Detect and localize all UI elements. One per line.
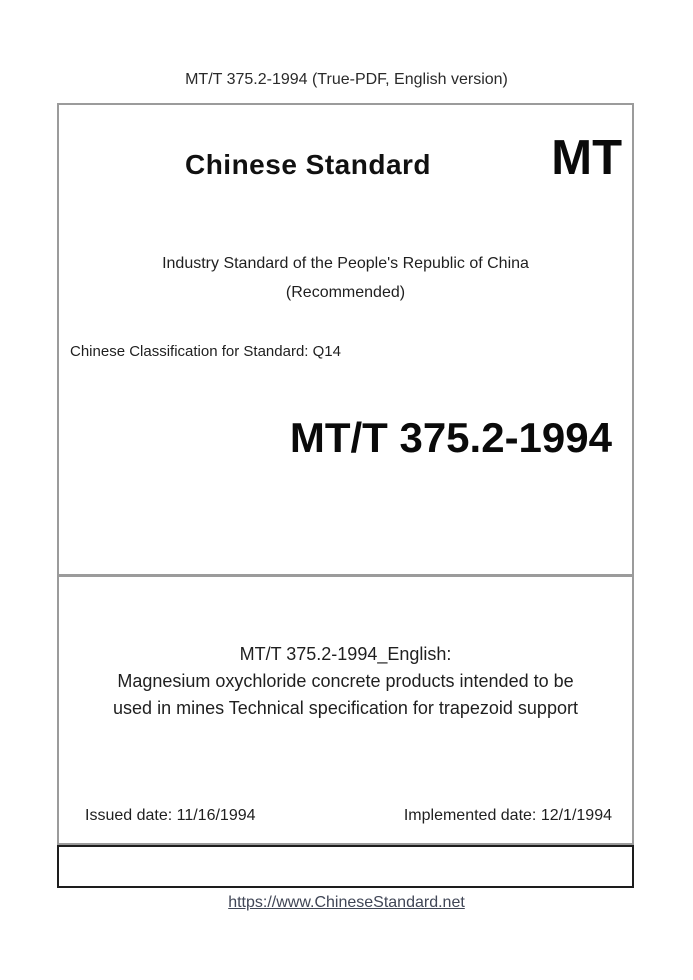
standard-type-line1: Industry Standard of the People's Republic of China: [162, 255, 529, 272]
standard-type-block: [59, 249, 632, 307]
footer: [0, 892, 693, 914]
website-link[interactable]: https://www.ChineseStandard.net: [228, 894, 465, 911]
english-title-line1: Magnesium oxychloride concrete products intended to be: [117, 671, 574, 691]
brand-title: Chinese Standard: [184, 149, 432, 180]
empty-note-box: [57, 845, 634, 888]
dates-row: [59, 805, 632, 827]
classification-code: Chinese Classification for Standard: Q14: [70, 343, 341, 360]
standard-type-line2: (Recommended): [285, 284, 406, 301]
english-title-line2: used in mines Technical specification for trapezoid support: [113, 698, 578, 718]
agency-code-logo: MT: [551, 131, 622, 185]
standard-number: MT/T 375.2-1994: [289, 414, 612, 461]
implemented-date: Implemented date: 12/1/1994: [403, 807, 612, 824]
issued-date: Issued date: 11/16/1994: [85, 807, 256, 824]
cover-main-box: [57, 103, 634, 845]
english-title-block: [59, 641, 632, 722]
english-title-label: MT/T 375.2-1994_English:: [239, 644, 452, 664]
horizontal-divider: [59, 574, 632, 577]
document-header-title: MT/T 375.2-1994 (True-PDF, English version): [185, 71, 508, 88]
